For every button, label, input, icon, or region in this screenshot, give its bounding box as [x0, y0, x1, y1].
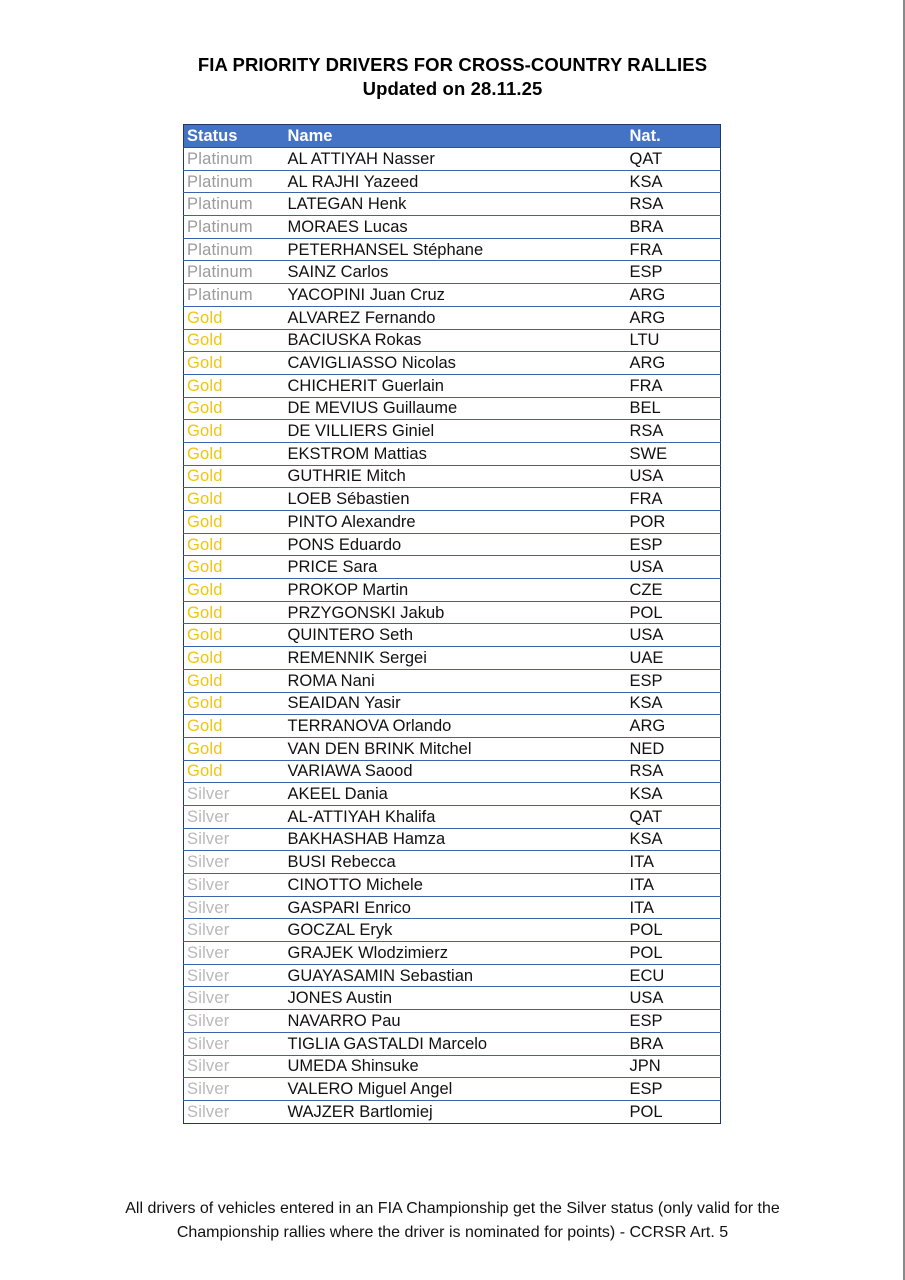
table-row	[184, 919, 721, 942]
driver-name: LOEB Sébastien	[287, 490, 410, 509]
driver-name: YACOPINI Juan Cruz	[287, 285, 445, 304]
driver-nationality: POL	[629, 1102, 663, 1121]
driver-name: EKSTROM Mattias	[287, 444, 427, 463]
driver-name: AKEEL Dania	[287, 785, 388, 804]
status-badge: Silver	[187, 875, 230, 894]
status-badge: Platinum	[187, 217, 253, 236]
driver-nationality: POL	[629, 943, 663, 962]
table-row	[184, 238, 721, 261]
status-badge: Gold	[187, 467, 223, 486]
driver-nationality: ARG	[629, 285, 666, 304]
driver-nationality: ARG	[629, 717, 666, 736]
driver-name: ALVAREZ Fernando	[287, 308, 436, 327]
table-row	[184, 533, 721, 556]
driver-nationality: RSA	[629, 762, 664, 781]
column-header-status: Status	[184, 125, 285, 148]
status-badge: Gold	[187, 308, 223, 327]
table-row	[184, 851, 721, 874]
status-badge: Gold	[187, 376, 223, 395]
driver-nationality: QAT	[629, 807, 663, 826]
driver-name: GRAJEK Wlodzimierz	[287, 943, 448, 962]
driver-name: VAN DEN BRINK Mitchel	[287, 739, 472, 758]
driver-nationality: KSA	[629, 785, 663, 804]
driver-name: QUINTERO Seth	[287, 626, 414, 645]
driver-nationality: ARG	[629, 308, 666, 327]
driver-name: LATEGAN Henk	[287, 195, 407, 214]
table-row	[184, 216, 721, 239]
driver-name: AL ATTIYAH Nasser	[287, 149, 435, 168]
status-badge: Gold	[187, 490, 223, 509]
driver-name: PRICE Sara	[287, 558, 378, 577]
driver-nationality: ITA	[629, 853, 654, 872]
driver-name: BAKHASHAB Hamza	[287, 830, 446, 849]
driver-nationality: USA	[629, 989, 664, 1008]
driver-nationality: KSA	[629, 694, 663, 713]
table-row	[184, 306, 721, 329]
driver-nationality: FRA	[629, 376, 663, 395]
driver-name: VARIAWA Saood	[287, 762, 413, 781]
table-row	[184, 942, 721, 965]
page-title: FIA PRIORITY DRIVERS FOR CROSS-COUNTRY RALLIES	[197, 54, 708, 75]
driver-name: TIGLIA GASTALDI Marcelo	[287, 1034, 488, 1053]
driver-nationality: ECU	[629, 966, 665, 985]
table-row	[184, 987, 721, 1010]
status-badge: Silver	[187, 966, 230, 985]
driver-name: AL RAJHI Yazeed	[287, 172, 419, 191]
status-badge: Gold	[187, 580, 223, 599]
status-badge: Gold	[187, 535, 223, 554]
table-row	[184, 1032, 721, 1055]
table-row	[184, 329, 721, 352]
status-badge: Platinum	[187, 240, 253, 259]
status-badge: Gold	[187, 648, 223, 667]
column-header-name: Name	[285, 125, 627, 148]
driver-name: CINOTTO Michele	[287, 875, 423, 894]
table-header-row	[184, 125, 721, 148]
table-row	[184, 624, 721, 647]
status-badge: Silver	[187, 943, 230, 962]
driver-name: AL-ATTIYAH Khalifa	[287, 807, 436, 826]
table-row	[184, 601, 721, 624]
status-badge: Gold	[187, 694, 223, 713]
table-row	[184, 964, 721, 987]
table-row	[184, 442, 721, 465]
driver-name: WAJZER Bartlomiej	[287, 1102, 433, 1121]
table-row	[184, 352, 721, 375]
table-row	[184, 488, 721, 511]
driver-name: GASPARI Enrico	[287, 898, 411, 917]
status-badge: Gold	[187, 603, 223, 622]
driver-nationality: UAE	[629, 648, 664, 667]
status-badge: Gold	[187, 739, 223, 758]
driver-name: GUTHRIE Mitch	[287, 467, 406, 486]
table-row	[184, 828, 721, 851]
footnote-line-2: Championship rallies where the driver is nominated for points) - CCRSR Art. 5	[176, 1224, 729, 1241]
driver-nationality: KSA	[629, 172, 663, 191]
driver-nationality: USA	[629, 558, 664, 577]
status-badge: Silver	[187, 830, 230, 849]
table-row	[184, 805, 721, 828]
table-row	[184, 760, 721, 783]
document-header	[0, 53, 905, 101]
driver-nationality: NED	[629, 739, 665, 758]
table-row	[184, 170, 721, 193]
driver-nationality: FRA	[629, 240, 663, 259]
driver-nationality: JPN	[629, 1057, 661, 1076]
status-badge: Silver	[187, 1011, 230, 1030]
status-badge: Silver	[187, 1080, 230, 1099]
driver-name: GOCZAL Eryk	[287, 921, 393, 940]
driver-name: SEAIDAN Yasir	[287, 694, 401, 713]
driver-nationality: FRA	[629, 490, 663, 509]
driver-nationality: ARG	[629, 354, 666, 373]
driver-name: SAINZ Carlos	[287, 263, 389, 282]
priority-drivers-table	[183, 124, 721, 1124]
driver-name: BUSI Rebecca	[287, 853, 396, 872]
status-badge: Gold	[187, 626, 223, 645]
table-row	[184, 1010, 721, 1033]
driver-nationality: ESP	[629, 671, 663, 690]
driver-name: TERRANOVA Orlando	[287, 717, 452, 736]
status-badge: Gold	[187, 762, 223, 781]
table-row	[184, 647, 721, 670]
driver-nationality: ITA	[629, 875, 654, 894]
driver-name: PRZYGONSKI Jakub	[287, 603, 445, 622]
table-row	[184, 579, 721, 602]
status-badge: Gold	[187, 717, 223, 736]
driver-name: ROMA Nani	[287, 671, 375, 690]
table-row	[184, 874, 721, 897]
driver-name: PETERHANSEL Stéphane	[287, 240, 484, 259]
table-body	[184, 148, 721, 1124]
table-row	[184, 193, 721, 216]
driver-nationality: BEL	[629, 399, 661, 418]
driver-nationality: BRA	[629, 1034, 664, 1053]
table-row	[184, 511, 721, 534]
table-row	[184, 783, 721, 806]
column-header-nationality: Nat.	[627, 125, 721, 148]
status-badge: Gold	[187, 399, 223, 418]
footnote-line-1: All drivers of vehicles entered in an FIA Championship get the Silver status (only valid for the	[125, 1200, 780, 1217]
driver-nationality: QAT	[629, 149, 663, 168]
driver-name: GUAYASAMIN Sebastian	[287, 966, 474, 985]
driver-nationality: SWE	[629, 444, 668, 463]
table-row	[184, 465, 721, 488]
status-badge: Gold	[187, 558, 223, 577]
driver-name: CAVIGLIASSO Nicolas	[287, 354, 456, 373]
driver-nationality: RSA	[629, 195, 664, 214]
driver-name: JONES Austin	[287, 989, 393, 1008]
table-row	[184, 1078, 721, 1101]
driver-name: DE MEVIUS Guillaume	[287, 399, 458, 418]
table-row	[184, 1100, 721, 1123]
driver-nationality: RSA	[629, 422, 664, 441]
driver-nationality: USA	[629, 467, 664, 486]
driver-nationality: BRA	[629, 217, 664, 236]
driver-name: PINTO Alexandre	[287, 512, 416, 531]
table-row	[184, 692, 721, 715]
status-badge: Silver	[187, 921, 230, 940]
status-badge: Silver	[187, 807, 230, 826]
driver-nationality: LTU	[629, 331, 660, 350]
footnote	[80, 1197, 825, 1245]
table-row	[184, 1055, 721, 1078]
driver-name: DE VILLIERS Giniel	[287, 422, 435, 441]
status-badge: Silver	[187, 785, 230, 804]
status-badge: Gold	[187, 331, 223, 350]
status-badge: Silver	[187, 1034, 230, 1053]
driver-name: NAVARRO Pau	[287, 1011, 401, 1030]
driver-name: VALERO Miguel Angel	[287, 1080, 453, 1099]
table-row	[184, 737, 721, 760]
table-row	[184, 374, 721, 397]
status-badge: Silver	[187, 1057, 230, 1076]
status-badge: Gold	[187, 422, 223, 441]
table-row	[184, 556, 721, 579]
status-badge: Silver	[187, 1102, 230, 1121]
driver-nationality: POL	[629, 603, 663, 622]
table-row	[184, 261, 721, 284]
status-badge: Gold	[187, 671, 223, 690]
table-row	[184, 896, 721, 919]
driver-nationality: USA	[629, 626, 664, 645]
driver-nationality: ESP	[629, 535, 663, 554]
status-badge: Gold	[187, 444, 223, 463]
driver-nationality: KSA	[629, 830, 663, 849]
status-badge: Silver	[187, 898, 230, 917]
status-badge: Platinum	[187, 285, 253, 304]
table-row	[184, 148, 721, 171]
driver-nationality: POR	[629, 512, 666, 531]
status-badge: Platinum	[187, 172, 253, 191]
status-badge: Platinum	[187, 195, 253, 214]
driver-name: CHICHERIT Guerlain	[287, 376, 444, 395]
table-row	[184, 420, 721, 443]
status-badge: Platinum	[187, 149, 253, 168]
table-row	[184, 669, 721, 692]
status-badge: Silver	[187, 989, 230, 1008]
status-badge: Silver	[187, 853, 230, 872]
status-badge: Platinum	[187, 263, 253, 282]
driver-name: MORAES Lucas	[287, 217, 408, 236]
driver-name: REMENNIK Sergei	[287, 648, 427, 667]
driver-name: PONS Eduardo	[287, 535, 402, 554]
status-badge: Gold	[187, 512, 223, 531]
table-row	[184, 715, 721, 738]
driver-nationality: POL	[629, 921, 663, 940]
table-row	[184, 284, 721, 307]
driver-nationality: ITA	[629, 898, 654, 917]
driver-nationality: ESP	[629, 263, 663, 282]
driver-nationality: ESP	[629, 1080, 663, 1099]
driver-name: BACIUSKA Rokas	[287, 331, 422, 350]
driver-name: PROKOP Martin	[287, 580, 409, 599]
driver-name: UMEDA Shinsuke	[287, 1057, 419, 1076]
status-badge: Gold	[187, 354, 223, 373]
updated-date: Updated on 28.11.25	[362, 78, 543, 99]
table-row	[184, 397, 721, 420]
driver-nationality: ESP	[629, 1011, 663, 1030]
driver-nationality: CZE	[629, 580, 663, 599]
